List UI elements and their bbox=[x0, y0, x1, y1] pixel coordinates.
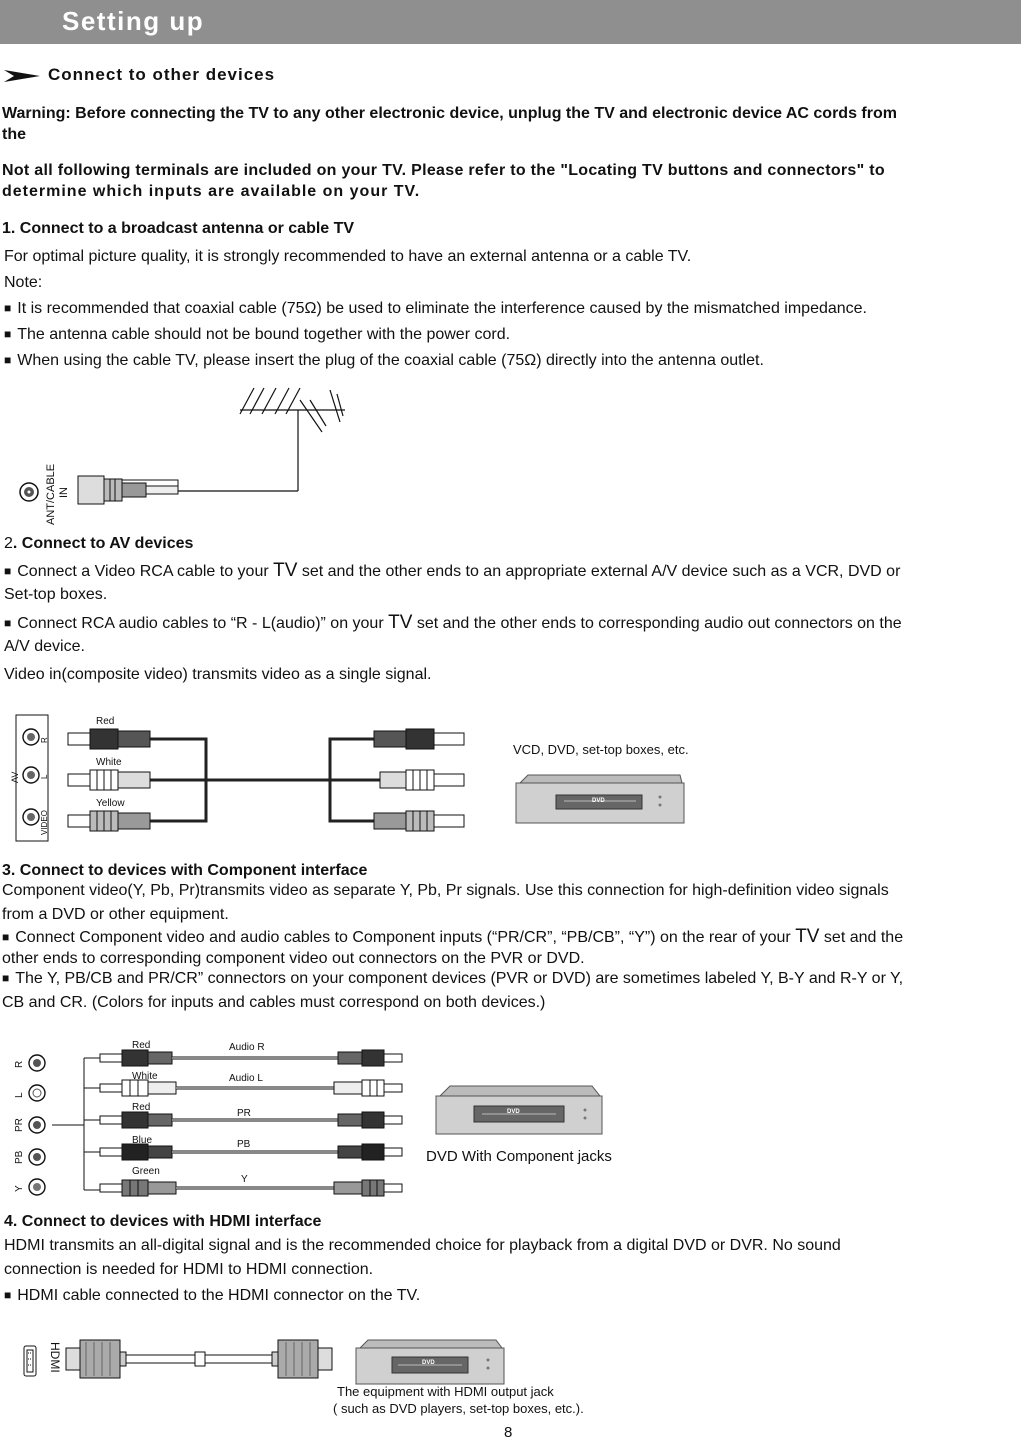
component-bullet-1: ■ Connect Component video and audio cables to Component inputs (“PR/CR”, “PB/CB”, “Y”) on the rear of your TV set and the bbox=[2, 926, 1021, 948]
av-plug-red-right bbox=[374, 729, 464, 749]
av-bullet-1: ■ Connect a Video RCA cable to your TV set and the other ends to an appropriate external A/V device such as a VCR, DVD or bbox=[4, 560, 1019, 582]
page-title: Setting up bbox=[62, 6, 205, 36]
av-bullet-2-cont: A/V device. bbox=[4, 638, 85, 655]
svg-text:PR: PR bbox=[14, 1118, 25, 1132]
av-plug-red-left bbox=[68, 729, 150, 749]
svg-text:DVD: DVD bbox=[592, 798, 605, 804]
hdmi-desc-2: connection is needed for HDMI to HDMI connection. bbox=[4, 1261, 374, 1278]
svg-text:VIDEO: VIDEO bbox=[40, 810, 49, 835]
hdmi-cable-icon bbox=[66, 1340, 332, 1378]
antenna-bullet-2: ■ The antenna cable should not be bound together with the power cord. bbox=[4, 326, 510, 344]
component-port-r bbox=[29, 1055, 45, 1071]
av-section-title: 2. Connect to AV devices bbox=[4, 535, 194, 552]
section-title: Connect to other devices bbox=[48, 65, 276, 84]
component-diagram bbox=[0, 1030, 660, 1210]
notice-text: Not all following terminals are included on your TV. Please refer to the "Locating TV buttons and connectors" to determine which inputs are available on your TV. bbox=[2, 162, 885, 200]
hdmi-port-icon bbox=[24, 1346, 36, 1376]
av-cable-label-white: White bbox=[96, 757, 122, 768]
svg-text:L: L bbox=[40, 774, 49, 779]
component-color-blue: Blue bbox=[132, 1135, 153, 1146]
av-port-r bbox=[23, 729, 39, 745]
av-diagram bbox=[0, 705, 720, 855]
antenna-intro: For optimal picture quality, it is strongly recommended to have an external antenna or a cable TV. bbox=[4, 248, 692, 265]
coax-plug-icon bbox=[78, 476, 178, 504]
warning-text: Warning: Before connecting the TV to any other electronic device, unplug the TV and electronic device AC cords from the bbox=[2, 105, 897, 143]
component-bullet-2: ■ The Y, PB/CB and PR/CR” connectors on your component devices (PVR or DVD) are sometimes labeled Y, B-Y and R-Y or Y, bbox=[2, 970, 1021, 988]
component-port-pb bbox=[29, 1149, 45, 1165]
component-color-red: Red bbox=[132, 1040, 151, 1051]
av-plug-yellow-right bbox=[374, 811, 464, 831]
component-device-caption: DVD With Component jacks bbox=[426, 1148, 612, 1165]
av-plug-white-right bbox=[380, 770, 464, 790]
component-section-title: 3. Connect to devices with Component interface bbox=[2, 862, 368, 879]
component-desc-1: Component video(Y, Pb, Pr)transmits video as separate Y, Pb, Pr signals. Use this connection for high-definition video signals bbox=[2, 882, 889, 899]
av-plug-white-left bbox=[68, 770, 150, 790]
av-bullet-1-cont: Set-top boxes. bbox=[4, 586, 108, 603]
svg-text:Y: Y bbox=[14, 1185, 25, 1192]
component-bullet-1-cont: other ends to corresponding component video out connectors on the PVR or DVD. bbox=[2, 950, 585, 967]
component-signal-pb: PB bbox=[237, 1139, 251, 1150]
dvd-player-icon bbox=[516, 775, 684, 823]
ant-cable-port-icon bbox=[20, 483, 38, 501]
svg-text:L: L bbox=[14, 1092, 25, 1098]
av-port-l bbox=[23, 767, 39, 783]
component-port-pr bbox=[29, 1117, 45, 1133]
svg-text:DVD: DVD bbox=[507, 1109, 520, 1115]
antenna-icon bbox=[178, 388, 345, 491]
component-signal-pr: PR bbox=[237, 1108, 251, 1119]
component-signal-audio-r: Audio R bbox=[229, 1042, 265, 1053]
av-device-caption: VCD, DVD, set-top boxes, etc. bbox=[513, 742, 689, 757]
antenna-bullet-3: ■ When using the cable TV, please insert the plug of the coaxial cable (75Ω) directly into the antenna outlet. bbox=[4, 352, 764, 370]
arrow-pointer-icon bbox=[4, 68, 42, 84]
hdmi-bullet-1: ■ HDMI cable connected to the HDMI connector on the TV. bbox=[4, 1287, 420, 1305]
av-panel-label: AV bbox=[10, 771, 20, 783]
av-port-video bbox=[23, 809, 39, 825]
ant-port-label-in: IN bbox=[58, 487, 70, 498]
hdmi-diagram bbox=[0, 1330, 520, 1390]
component-cable-pb bbox=[100, 1144, 402, 1160]
ant-port-label: ANT/CABLE bbox=[45, 463, 57, 525]
antenna-note-label: Note: bbox=[4, 274, 43, 291]
hdmi-caption-2: ( such as DVD players, set-top boxes, etc.). bbox=[333, 1401, 584, 1416]
av-video-note: Video in(composite video) transmits video as a single signal. bbox=[4, 666, 432, 683]
component-desc-2: from a DVD or other equipment. bbox=[2, 906, 229, 923]
page-number: 8 bbox=[504, 1424, 513, 1441]
antenna-diagram bbox=[0, 380, 400, 530]
av-bullet-2: ■ Connect RCA audio cables to “R - L(audio)” on your TV set and the other ends to corresponding audio out connectors on the bbox=[4, 612, 1021, 634]
component-signal-audio-l: Audio L bbox=[229, 1073, 263, 1084]
component-signal-y: Y bbox=[241, 1174, 248, 1185]
svg-text:R: R bbox=[14, 1060, 25, 1068]
component-color-red-2: Red bbox=[132, 1102, 151, 1113]
component-color-white: White bbox=[132, 1071, 158, 1082]
hdmi-section-title: 4. Connect to devices with HDMI interface bbox=[4, 1213, 322, 1230]
svg-text:R: R bbox=[40, 737, 49, 743]
av-cable-label-red: Red bbox=[96, 716, 115, 727]
av-cable-label-yellow: Yellow bbox=[96, 798, 125, 809]
component-cable-pr bbox=[100, 1112, 402, 1128]
component-bullet-2-cont: CB and CR. (Colors for inputs and cables must correspond on both devices.) bbox=[2, 994, 546, 1011]
component-cable-y bbox=[100, 1180, 402, 1196]
component-color-green: Green bbox=[132, 1166, 160, 1177]
av-plug-yellow-left bbox=[68, 811, 150, 831]
svg-text:DVD: DVD bbox=[422, 1360, 435, 1366]
component-port-y bbox=[29, 1179, 45, 1195]
dvd-player-icon bbox=[356, 1340, 504, 1384]
component-port-l bbox=[29, 1085, 45, 1101]
hdmi-desc-1: HDMI transmits an all-digital signal and is the recommended choice for playback from a digital DVD or DVR. No sound bbox=[4, 1237, 841, 1254]
svg-text:PB: PB bbox=[14, 1150, 25, 1164]
antenna-section-title: 1. Connect to a broadcast antenna or cable TV bbox=[2, 220, 355, 237]
hdmi-caption-1: The equipment with HDMI output jack bbox=[337, 1384, 554, 1399]
hdmi-port-label: HDMI bbox=[48, 1342, 62, 1373]
antenna-bullet-1: ■ It is recommended that coaxial cable (75Ω) be used to eliminate the interference caused by the mismatched impedance. bbox=[4, 300, 867, 318]
dvd-player-icon bbox=[436, 1086, 602, 1134]
